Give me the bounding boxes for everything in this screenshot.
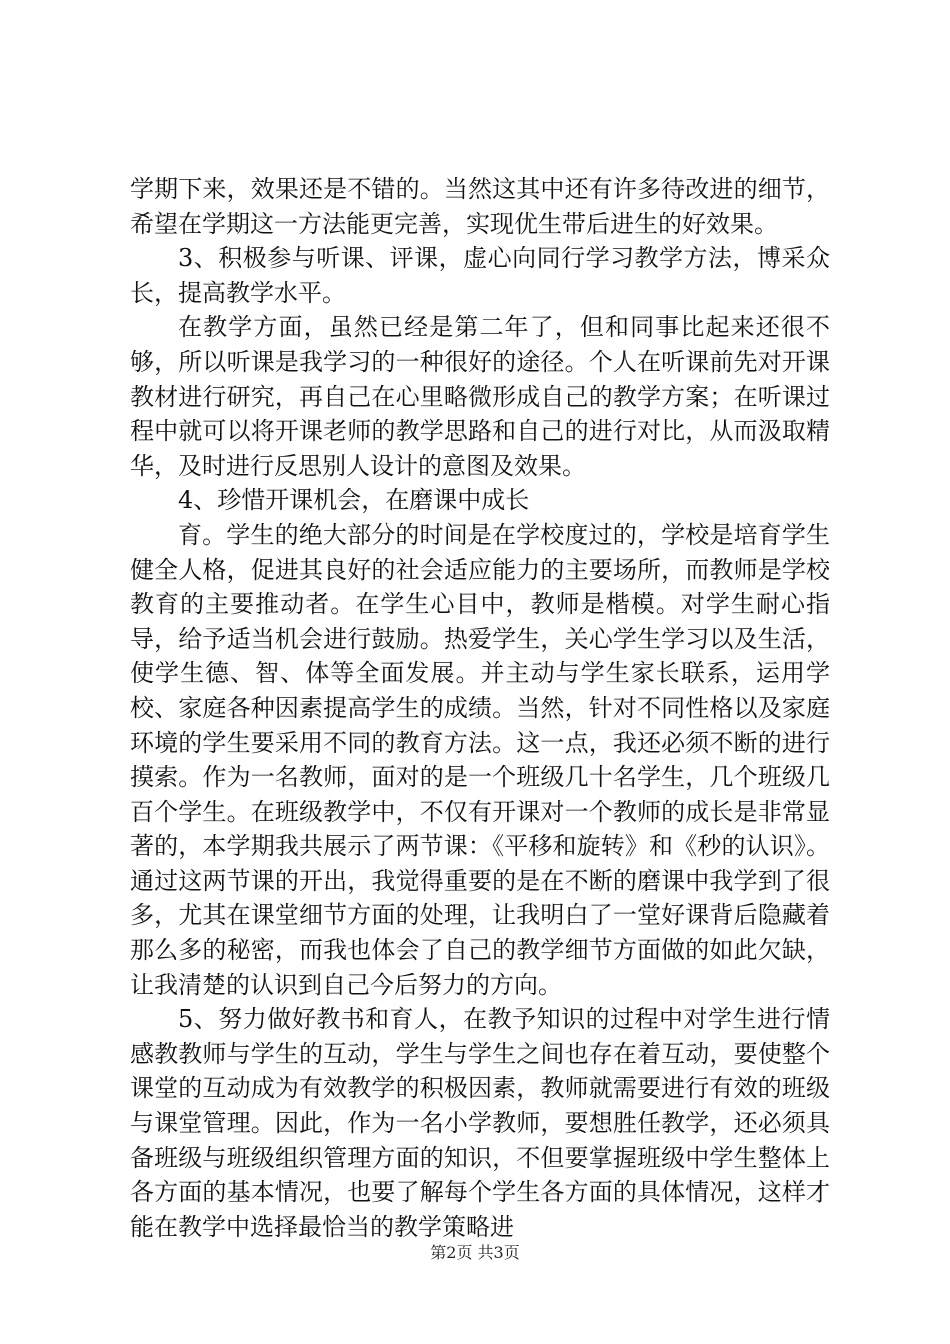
page-number-footer: 第2页 共3页 bbox=[430, 1243, 520, 1262]
paragraph-education: 育。学生的绝大部分的时间是在学校度过的，学校是培育学生健全人格，促进其良好的社会适应能力的主要场所，而教师是学校教育的主要推动者。在学生心目中，教师是楷模。对学生耐心指导，给予适当机会进行鼓励。热爱学生，关心学生学习以及生活，使学生德、智、体等全面发展。并主动与学生家长联系，运用学校、家庭各种因素提高学生的成绩。当然，针对不同性格以及家庭环境的学生要采用不同的教育方法。这一点，我还必须不断的进行摸索。作为一名教师，面对的是一个班级几十名学生，几个班级几百个学生。在班级教学中，不仅有开课对一个教师的成长是非常显著的，本学期我共展示了两节课：《平移和旋转》和《秒的认识》。通过这两节课的开出，我觉得重要的是在不断的磨课中我学到了很多，尤其在课堂细节方面的处理，让我明白了一堂好课背后隐藏着那么多的秘密，而我也体会了自己的教学细节方面做的如此欠缺，让我清楚的认识到自己今后努力的方向。 bbox=[130, 520, 830, 999]
paragraph-item-5: 5、努力做好教书和育人，在教予知识的过程中对学生进行情感教教师与学生的互动，学生与学生之间也存在着互动，要使整个课堂的互动成为有效教学的积极因素，教师就需要进行有效的班级与课堂管理。因此，作为一名小学教师，要想胜任教学，还必须具备班级与班级组织管理方面的知识，不但要掌握班级中学生整体上各方面的基本情况，也要了解每个学生各方面的具体情况，这样才能在教学中选择最恰当的教学策略进 bbox=[130, 1005, 830, 1241]
paragraph-item-3: 3、积极参与听课、评课，虚心向同行学习教学方法，博采众长，提高教学水平。 bbox=[130, 244, 830, 307]
paragraph-item-4: 4、珍惜开课机会，在磨课中成长 bbox=[178, 486, 530, 515]
paragraph-listening-lessons: 在教学方面，虽然已经是第二年了，但和同事比起来还很不够，所以听课是我学习的一种很好的途径。个人在听课前先对开课教材进行研究，再自己在心里略微形成自己的教学方案；在听课过程中就可以将开课老师的教学思路和自己的进行对比，从而汲取精华，及时进行反思别人设计的意图及效果。 bbox=[130, 313, 830, 480]
paragraph-continuation: 学期下来，效果还是不错的。当然这其中还有许多待改进的细节，希望在学期这一方法能更完善，实现优生带后进生的好效果。 bbox=[130, 175, 830, 238]
body-text bbox=[130, 172, 830, 1244]
